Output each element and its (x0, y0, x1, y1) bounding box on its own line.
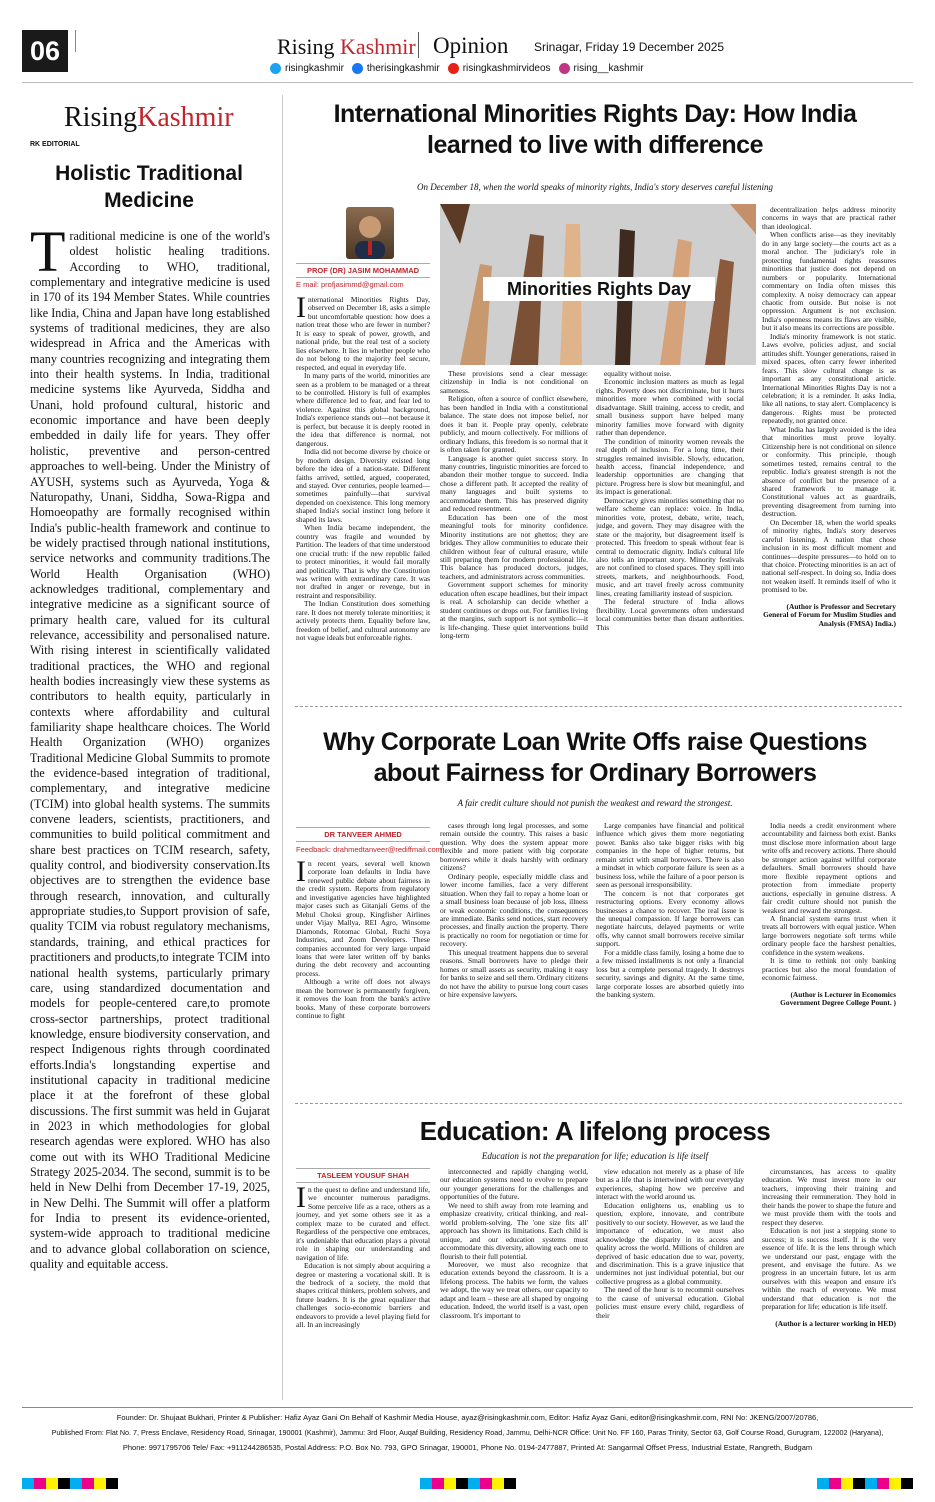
registration-swatch-group (817, 1478, 913, 1489)
section-rule (295, 706, 902, 708)
twitter-icon (270, 63, 281, 74)
facebook-icon (352, 63, 363, 74)
paragraph: We need to shift away from rote learning and emphasize creativity, critical thinking, and real-world problem-solving. The 'one size fits all' approach has shown its limitations. Each child is unique, and our education systems must accommodate this diversity, allowing each one to flourish to their full potential. (440, 1200, 588, 1261)
paragraph: India did not become diverse by choice or by modern design. Diversity existed long before the idea of a nation-state. Different faiths arrived, settled, argued, cooperated, and stayed. Over centuries, people learned—sometimes painfully—that survival depended on coexistence. This long memory shaped India's social instinct long before it shaped its laws. (296, 447, 430, 524)
page-number: 06 (22, 30, 68, 72)
paragraph: The federal structure of India allows flexibility. Local governments often understand local communities better than distant authorities. This (596, 597, 744, 632)
registration-swatch (34, 1478, 46, 1489)
editorial-tag: RK EDITORIAL (30, 141, 80, 148)
paragraph: India's minority framework is not static. Laws evolve, policies adjust, and social attitudes shift. Younger generations, raised in mixed spaces, often carry fewer inherited fears. This slow cultural change is as important as any constitutional article. International Minorities Rights Day is not a celebration; it is a reminder. It asks India, like all nations, to stay alert. Complacency is dangerous. Rights must be protected repeatedly, not granted once. (762, 331, 896, 426)
registration-swatch (70, 1478, 82, 1489)
paragraph: A financial system earns trust when it treats all borrowers with equal justice. When large borrowers negotiate soft terms while ordinary people face the harshest penalties, confidence in the system weakens. (762, 913, 896, 957)
article3-headline[interactable]: Education: A lifelong process (419, 1116, 771, 1146)
social-handle: therisingkashmir (366, 63, 440, 74)
registration-swatch (94, 1478, 106, 1489)
social-link[interactable] (559, 63, 644, 74)
article3-col3 (596, 1168, 744, 1398)
paragraph: interconnected and rapidly changing world, our education systems need to evolve to prepare our younger generations for the challenges and opportunities of the future. (440, 1168, 588, 1202)
paragraph: In many parts of the world, minorities are seen as a problem to be managed or a threat to be controlled. History is full of examples where difference led to fear, and fear led to violence. Against this global background, India's experience stands out—not because it is perfect, but because it is deeply rooted in the idea that difference is normal, not dangerous. (296, 371, 430, 448)
author-photo (346, 207, 394, 259)
registration-swatch (480, 1478, 492, 1489)
registration-swatch-group (420, 1478, 516, 1489)
header-rule (22, 82, 913, 83)
dateline: Srinagar, Friday 19 December 2025 (534, 40, 725, 54)
paragraph: Large companies have financial and political influence which gives them more negotiating power. Banks also take bigger risks with big companies in the hope of higher returns, but remain strict with small borrowers. There is also a mindset in which corporate failure is seen as a business loss, while the failure of a poor person is seen as personal irresponsibility. (596, 822, 744, 890)
article2-col4 (762, 822, 896, 1100)
article2-col2 (440, 822, 588, 1100)
paragraph: view education not merely as a phase of life but as a life that is intertwined with our everyday experiences, shaping how we perceive and interact with the world around us. (596, 1168, 744, 1202)
article2-col3 (596, 822, 744, 1100)
editorial-body (30, 229, 270, 1399)
paragraph: Language is another quiet success story. In many countries, linguistic minorities are forced to abandon their mother tongue to succeed. India chose a different path. It accepted the reality of many languages and built systems to accommodate them. This has preserved dignity and reduced resentment. (440, 453, 588, 514)
article2-col1 (296, 860, 430, 1100)
article1-col1 (296, 296, 430, 686)
social-link[interactable] (352, 63, 440, 74)
article3-col4 (762, 1168, 896, 1398)
dropcap: I (296, 1186, 306, 1214)
registration-swatch (82, 1478, 94, 1489)
article1-headline[interactable]: International Minorities Rights Day: How India learned to live with difference (333, 100, 857, 159)
article2-byline: DR TANVEER AHMED (296, 827, 430, 842)
youtube-icon (448, 63, 459, 74)
article1-image (440, 204, 756, 365)
registration-swatch (444, 1478, 456, 1489)
dropcap: I (296, 296, 306, 324)
paragraph: In the quest to define and understand life, we encounter numerous paradigms. Some perceive life as a race, others as a journey, and yet some others see it as a complex maze to be curated and effect. Regardless of the perspective one embraces, it's undeniable that education plays a pivotal role in shaping our understanding and navigation of life. (296, 1186, 430, 1262)
paragraph: cases through long legal processes, and some remain outside the country. This raises a basic question. Why does the system appear more flexible and more patient with big corporate borrowers while it deals harshly with ordinary citizens? (440, 822, 588, 873)
paragraph: Moreover, we must also recognize that education extends beyond the classroom. It is a lifelong process. The habits we form, the values we adopt, the way we treat others, our capacity to adapt and learn – these are all shaped by ongoing education. Indeed, the world itself is a vast, open classroom. It's important to (440, 1259, 588, 1320)
registration-swatch (877, 1478, 889, 1489)
paragraph: decentralization helps address minority concerns in ways that are practical rather than ideological. (762, 206, 896, 231)
article3-byline: TASLEEM YOUSUF SHAH (296, 1168, 430, 1183)
masthead-divider (418, 32, 419, 58)
imprint-line: Published From: Flat No. 7, Press Enclave, Residency Road, Srinagar, 190001 (Kashmir), Jammu: 3rd Floor, Auqaf Building, Residency Road, Jammu, Delhi-NCR Office: Unit No. FF 160, Paras Trinity, Sector 63, Golf Course Road, Gurugram, 122002 (Haryana), (51, 1428, 884, 1437)
author-note: (Author is Professor and Secretary General of Forum for Muslim Studies and Analysis (FMSA) India.) (763, 601, 896, 628)
registration-swatch (853, 1478, 865, 1489)
paragraph: The Indian Constitution does something rare. It does not merely tolerate minorities; it actively protects them. Equality before law, freedom of belief, and cultural autonomy are not vague ideals but enforceable rights. (296, 599, 430, 643)
registration-swatch (46, 1478, 58, 1489)
article1-col2 (440, 370, 588, 686)
paragraph: When India became independent, the country was fragile and wounded by Partition. The leaders of that time understood one crucial truth: if the new republic failed to protect minorities, it would fail morally and politically. That is why the Constitution was written with extraordinary care. It was not drafted in anger or revenge, but in restraint and responsibility. (296, 523, 430, 600)
footer-rule (22, 1407, 913, 1408)
paragraph: Education is not simply about acquiring a degree or mastering a vocational skill. It is the bedrock of a society, the mold that shapes critical thinkers, problem solvers, and future leaders. It is the great equalizer that challenges socio-economic barriers and endeavors to provide a level playing field for all. In an increasingly (296, 1261, 430, 1330)
social-link[interactable] (270, 63, 344, 74)
article1-email[interactable]: E mail: profjasimmd@gmail.com (296, 280, 404, 289)
article2-deck: A fair credit culture should not punish the weakest and reward the strongest. (457, 798, 733, 808)
paragraph: Education enlightens us, enabling us to question, explore, innovate, and contribute positively to our society. However, as we laud the importance of education, we must also acknowledge the disparity in its access and quality across the world. Millions of children are deprived of basic education due to war, poverty, and discrimination. This is a grave injustice that undermines not just individual potential, but our collective progress as a global community. (596, 1200, 744, 1286)
registration-swatch (817, 1478, 829, 1489)
registration-swatch (58, 1478, 70, 1489)
dropcap: I (296, 860, 306, 888)
paragraph: For a middle class family, losing a home due to a few missed installments is not only a financial loss but a complete personal tragedy. It destroys security, savings and dignity. At the same time, large corporate losses are absorbed quietly into the banking system. (596, 947, 744, 1000)
masthead-brand[interactable]: Rising Kashmir (277, 34, 416, 59)
paragraph: On December 18, when the world speaks of minority rights, India's story deserves careful listening. A nation that chose inclusion in its most difficult moment and continues—despite pressures—to hold on to that choice. Protecting minorities is an act of national self-respect. In doing so, India does not weaken itself. It reminds itself of who it promised to be. (762, 517, 896, 595)
social-handle: risingkashmir (285, 63, 344, 74)
registration-swatch (22, 1478, 34, 1489)
article1-col4 (762, 206, 896, 686)
paragraph: Although a write off does not always mean the borrower is permanently forgiven, it removes the loan from the bank's active books. Many of these corporate borrowers continue to fight (296, 977, 430, 1021)
article1-image-caption: Minorities Rights Day (483, 277, 715, 301)
registration-swatch-group (22, 1478, 118, 1489)
paragraph: International Minorities Rights Day, observed on December 18, asks a simple but uncomfortable question: how does a nation treat those who are fewer in number? It is easy to speak of power, growth, and national pride, but the real test of a society lies elsewhere. It lies in whether people who do not belong to the majority feel secure, respected, and equal in everyday life. (296, 296, 430, 372)
paragraph: The concern is not that corporates get restructuring options. Every economy allows businesses a chance to recover. The real issue is the unequal compassion. If large borrowers can negotiate haircuts, delayed payments or write offs, why cannot small borrowers receive similar support. (596, 888, 744, 949)
paragraph: The need of the hour is to recommit ourselves to the cause of universal education. Global policies must ensure every child, regardless of their (596, 1285, 744, 1320)
paragraph: The condition of minority women reveals the real depth of inclusion. For a long time, their struggles remained invisible. Slowly, education, health access, financial independence, and leadership opportunities are changing that picture. Progress here is slow but meaningful, and its impact is generational. (596, 436, 744, 497)
paragraph: equality without noise. (604, 370, 672, 378)
imprint-line: Phone: 9971795706 Tele/ Fax: +911244286535, Postal Address: P.O. Box No. 793, GPO Srinagar, 190001, Phone No. 0194-2477887, Printed At: Sangarmal Offset Press, Industrial Estate, Rangreth, Budgam (122, 1443, 813, 1452)
registration-swatch (841, 1478, 853, 1489)
paragraph: It is time to rethink not only banking practices but also the moral foundation of economic fairness. (762, 956, 896, 983)
social-links (270, 63, 644, 74)
instagram-icon (559, 63, 570, 74)
social-link[interactable] (448, 63, 551, 74)
article3-deck: Education is not the preparation for life; education is life itself (481, 1151, 709, 1161)
registration-swatch (432, 1478, 444, 1489)
column-divider (282, 95, 283, 1400)
article1-byline: PROF (DR) JASIM MOHAMMAD (296, 263, 430, 278)
color-registration-bar (22, 1478, 913, 1489)
section-rule (295, 1103, 902, 1105)
paragraph: circumstances, has access to quality education. We must invest more in our teachers, improving their training and increasing their remuneration. They hold in their hands the power to shape the future and we must provide them with the tools and respect they deserve. (762, 1168, 896, 1227)
paragraph: When conflicts arise—as they inevitably do in any large society—the courts act as a moral anchor. The judiciary's role in protecting fundamental rights reassures minorities that justice does not depend on numbers or popularity. International commentary on India often misses this complexity. A noisy democracy can appear chaotic from outside. But noise is not oppression. Argument is not exclusion. India's openness means its flaws are visible, but it also means its corrections are possible. (762, 230, 896, 333)
editorial-text: raditional medicine is one of the world's oldest holistic healing traditions. According to WHO, traditional, complementary and integrative medicine is used in 170 of its 194 Member States. While countries like India, China and Japan have long established systems of traditional medicines, they are also widespread in Africa and the Americas with many countries recognizing and integrating them into their health systems. In India, traditional medicine systems like Ayurveda, Siddha and Unani, hold profound cultural, historic and economic importance and have been deeply embedded in daily life for years. They offer holistic, preventive and person-centred approaches to well-being. Under the Ministry of AYUSH, systems such as Ayurveda, Yoga & Naturopathy, Unani, Siddha, Sowa-Rigpa and Homoeopathy are formally recognised within India's public-health framework and continue to be widely practised through national institutions, service networks and community traditions.The World Health Organisation (WHO) acknowledges traditional, complementary and integrative medicine as a significant source of primary health care, valued for its cultural relevance, accessibility and personalised nature. With rising interest in scientifically validated traditional practices, the WHO and regional health bodies increasingly view these systems as contributors to health equity, particularly in contexts where affordability and cultural familiarity shape healthcare choices. The World Health Organization (WHO) organizes Traditional Medicine Global Summits to promote the evidence-based integration of traditional, complementary, and integrative medicine (TCIM) into global health systems. The summits convene leaders, scientists, practitioners, and communities to build political commitment and share best practices on TCIM research, safety, quality control, and biodiversity conservation.Its objectives are to strengthen the evidence base through research, innovation, and culturally appropriate studies,to Support provision of safe, quality TCIM via robust regulatory mechanisms, standards, training, and ethical practices for practitioners and products,to integrate TCIM into national health systems, particularly primary care, using standardized documentation and models for people-centered care,to promote cross-sector partnerships, protect traditional knowledge, ensure biodiversity conservation, and respect Indigenous rights through coordinated efforts.India's longstanding expertise and institutional capacity in traditional medicine place it at the forefront of these global discussions. The first summit was held in Gujarat in 2023 in which methodologies for global research agendas were explored. WHO has also come out with its WHO Traditional Medicine Strategy 2025-2034. The second, summit is to be held in New Delhi from December 17-19, 2025, in New Delhi. The Summit will offer a platform for India to present its evidence-oriented, system-wide approach to traditional medicine and to advance global collaboration on science, quality and equitable access. (30, 229, 270, 1272)
paragraph: Education is not just a stepping stone to success; it is success itself. It is the very essence of life. It is the lens through which we understand our past, engage with the present, and envisage the future. As we progress in an uncertain future, let us arm ourselves with this weapon and ensure it's within the reach of everyone. We must understand that education is not the preparation for life; education is life itself. (762, 1226, 896, 1312)
article3-col2 (440, 1168, 588, 1398)
editorial-dropcap: T (30, 229, 66, 284)
registration-swatch (889, 1478, 901, 1489)
registration-swatch (456, 1478, 468, 1489)
author-note: (Author is Lecturer in Economics Government Degree College Pount. ) (780, 989, 896, 1008)
article3-col1 (296, 1186, 430, 1398)
registration-swatch (420, 1478, 432, 1489)
paragraph: What India has largely avoided is the idea that minorities must prove loyalty. Citizenship here is not conditional on silence or conformity. This principle, though sometimes tested, remains central to the republic. India's greatest strength is not the absence of conflict but the presence of a shared framework to manage it. Constitutional values act as guardrails, preventing disagreement from turning into destruction. (762, 424, 896, 519)
registration-swatch (829, 1478, 841, 1489)
paragraph: In recent years, several well known corporate loan defaults in India have renewed public debate about fairness in the credit system. Reports from regulatory and investigative agencies have highlighted major cases such as Gitanjali Gems of the Mehul Choksi group, Kingfisher Airlines under Vijay Mallya, REI Agro, Winsome Diamonds, Rotomac Global, Ruchi Soya Industries, and Zoom Developers. These companies accounted for very large unpaid loans that were later written off by banks during the debt recovery and accounting process. (296, 860, 430, 978)
author-avatar-icon (346, 207, 394, 259)
imprint (22, 1410, 913, 1455)
article2-email[interactable]: Feedback: drahmedtanveer@rediffmail.com (296, 845, 442, 854)
registration-swatch (106, 1478, 118, 1489)
registration-swatch (504, 1478, 516, 1489)
registration-swatch (492, 1478, 504, 1489)
editorial-title: Holistic Traditional Medicine (55, 162, 243, 212)
paragraph: Democracy gives minorities something that no welfare scheme can replace: voice. In India, minorities vote, protest, debate, write, teach, judge, and govern. They may disagree with the state or the majority, but disagreement itself is protected. This freedom to speak without fear is central to democratic dignity. India's cultural life also tells an important story. Minority festivals are not confined to closed spaces. They spill into streets, markets, and neighbourhoods. Food, music, and art travel freely across community lines, creating familiarity instead of suspicion. (596, 495, 744, 598)
paragraph: This unequal treatment happens due to several reasons. Small borrowers have to pledge their homes or small assets as security, making it easy for banks to seize and sell them. Ordinary citizens do not have the ability to pursue long court cases or hire expensive lawyers. (440, 947, 588, 1000)
social-handle: risingkashmirvideos (462, 63, 551, 74)
paragraph: India needs a credit environment where accountability and fairness both exist. Banks must disclose more information about large write offs and recovery actions. There should be stronger action against willful corporate defaulters. Small borrowers should have more flexible repayment options and protection from immediate property auctions, especially in genuine distress. A fair credit culture should not punish the weakest and reward the strongest. (762, 822, 896, 915)
paragraph: Government support schemes for minority education often escape headlines, but their impact is real. A scholarship can decide whether a student continues or drops out. For families living at the margins, such support is not symbolic—it is life-changing. These quiet interventions build long-term (440, 580, 588, 641)
article1-deck: On December 18, when the world speaks of minority rights, India's story deserves careful listening (416, 182, 774, 192)
registration-swatch (901, 1478, 913, 1489)
registration-swatch (468, 1478, 480, 1489)
article2-headline[interactable]: Why Corporate Loan Write Offs raise Questions about Fairness for Ordinary Borrowers (323, 728, 867, 787)
editorial-logo: RisingKashmir (64, 102, 234, 133)
paragraph: These provisions send a clear message: citizenship in India is not conditional on sameness. (440, 370, 588, 395)
section-title: Opinion (433, 33, 509, 58)
imprint-line: Founder: Dr. Shujaat Bukhari, Printer & Publisher: Hafiz Ayaz Gani On Behalf of Kashmir Media House, ayaz@risingkashmir.com, Editor: Hafiz Ayaz Gani, editor@risingkashmir.com, RNI No: JKENG/2007/20786, (116, 1413, 819, 1422)
paragraph: Education has been one of the most meaningful tools for minority confidence. Minority institutions are not ghettos; they are bridges. They allow communities to educate their children without fear of cultural erasure, while still preparing them for modern professional life. This balance has produced doctors, judges, teachers, and administrators across communities. (440, 512, 588, 581)
paragraph: Ordinary people, especially middle class and lower income families, face a very different situation. When they fail to repay a home loan or a small business loan because of job loss, illness or weak economic conditions, the consequences are immediate. Banks send notices, start recovery processes, and finally auction the property. There is practically no room for negotiation or time for recovery. (440, 871, 588, 949)
article1-col3 (596, 370, 744, 686)
registration-swatch (865, 1478, 877, 1489)
paragraph: Economic inclusion matters as much as legal rights. Poverty does not discriminate, but it hurts minorities more when combined with social disadvantage. Skill training, access to credit, and small business support have helped many minority families move forward with dignity rather than dependence. (596, 377, 744, 438)
paragraph: Religion, often a source of conflict elsewhere, has been handled in India with a constitutional balance. The state does not impose belief, nor does it ban it. People pray openly, celebrate publicly, and mourn collectively. For millions of ordinary Indians, this freedom is so normal that it is often taken for granted. (440, 394, 588, 455)
author-note: (Author is a lecturer working in HED) (775, 1318, 896, 1328)
crop-mark (75, 30, 76, 52)
social-handle: rising__kashmir (573, 63, 644, 74)
